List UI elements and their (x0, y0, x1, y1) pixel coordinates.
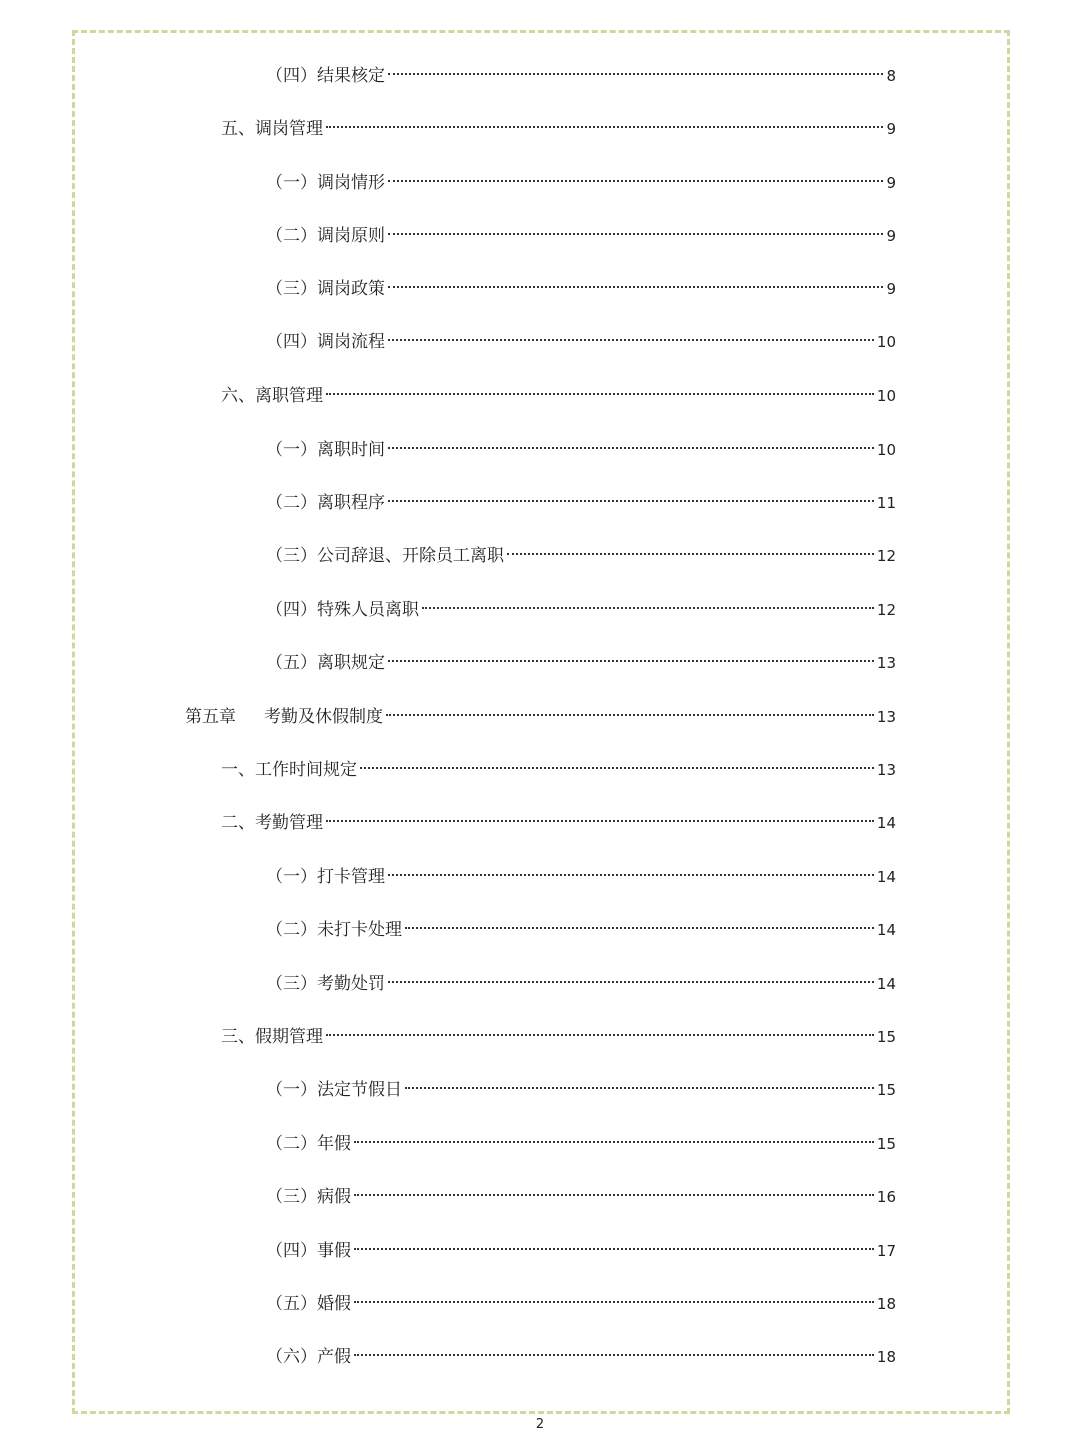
toc-entry[interactable] (221, 383, 896, 409)
dot-leader (326, 393, 874, 395)
toc-entry[interactable] (266, 437, 896, 463)
dot-leader (388, 660, 874, 662)
toc-chapter-name: 考勤及休假制度 (264, 707, 383, 727)
dot-leader (326, 820, 874, 822)
toc-entry-title: （六）产假 (266, 1347, 351, 1367)
toc-entry-title: （二）未打卡处理 (266, 920, 402, 940)
toc-entry-page: 9 (886, 120, 896, 138)
toc-entry-title: （三）公司辞退、开除员工离职 (266, 546, 504, 566)
page-number: 2 (535, 1417, 545, 1432)
toc-entry-page: 14 (876, 814, 896, 832)
toc-entry-page: 14 (876, 921, 896, 939)
toc-entry-title: （四）调岗流程 (266, 332, 385, 352)
dot-leader (388, 286, 883, 288)
toc-entry-page: 13 (876, 708, 896, 726)
toc-entry-title: （一）离职时间 (266, 440, 385, 460)
toc-entry[interactable] (266, 170, 896, 196)
dot-leader (388, 500, 874, 502)
toc-entry-page: 10 (876, 333, 896, 351)
toc-entry-page: 14 (876, 975, 896, 993)
dot-leader (388, 73, 883, 75)
toc-entry-title: 一、工作时间规定 (221, 760, 357, 780)
toc-entry-title: （一）法定节假日 (266, 1080, 402, 1100)
dot-leader (354, 1141, 874, 1143)
dot-leader (422, 607, 874, 609)
toc-entry[interactable] (266, 276, 896, 302)
dot-leader (388, 447, 874, 449)
toc-entry[interactable] (266, 1344, 896, 1370)
dot-leader (360, 767, 874, 769)
dot-leader (354, 1248, 874, 1250)
toc-entry[interactable] (221, 1024, 896, 1050)
toc-entry-title: （五）婚假 (266, 1294, 351, 1314)
toc-entry[interactable] (266, 1184, 896, 1210)
toc-entry[interactable] (266, 864, 896, 890)
toc-entry-title: （三）考勤处罚 (266, 974, 385, 994)
toc-entry-title: （四）结果核定 (266, 66, 385, 86)
dot-leader (354, 1194, 874, 1196)
toc-entry-page: 16 (876, 1188, 896, 1206)
dot-leader (388, 233, 883, 235)
dot-leader (388, 180, 883, 182)
toc-entry-page: 10 (876, 441, 896, 459)
toc-entry-page: 9 (886, 227, 896, 245)
toc-entry[interactable] (221, 116, 896, 142)
toc-entry[interactable] (266, 917, 896, 943)
toc-entry[interactable] (266, 543, 896, 569)
toc-entry[interactable] (266, 597, 896, 623)
dot-leader (388, 339, 874, 341)
toc-entry[interactable] (266, 1291, 896, 1317)
toc-entry-title: 三、假期管理 (221, 1027, 323, 1047)
dot-leader (354, 1354, 874, 1356)
dot-leader (386, 714, 874, 716)
toc-entry[interactable] (266, 1238, 896, 1264)
dot-leader (507, 553, 874, 555)
toc-entry-page: 8 (886, 67, 896, 85)
toc-entry-title: （三）病假 (266, 1187, 351, 1207)
toc-entry[interactable] (266, 1077, 896, 1103)
toc-entry-page: 15 (876, 1028, 896, 1046)
toc-entry-page: 18 (876, 1295, 896, 1313)
toc-entry-page: 10 (876, 387, 896, 405)
toc-entry-title: 五、调岗管理 (221, 119, 323, 139)
toc-entry-page: 13 (876, 654, 896, 672)
toc-entry[interactable] (266, 63, 896, 89)
toc-entry[interactable] (266, 971, 896, 997)
toc-entry-title: （四）特殊人员离职 (266, 600, 419, 620)
toc-chapter-number: 第五章 (185, 707, 236, 727)
toc-entry[interactable] (266, 490, 896, 516)
dot-leader (388, 981, 874, 983)
toc-entry-title: （二）离职程序 (266, 493, 385, 513)
toc-entry[interactable] (221, 810, 896, 836)
dot-leader (326, 1034, 874, 1036)
toc-entry-page: 13 (876, 761, 896, 779)
dot-leader (405, 1087, 874, 1089)
toc-entry[interactable] (266, 1131, 896, 1157)
toc-entry-page: 12 (876, 547, 896, 565)
toc-entry-page: 14 (876, 868, 896, 886)
toc-entry-title: （三）调岗政策 (266, 279, 385, 299)
toc-chapter-entry[interactable] (185, 704, 896, 730)
toc-entry-title: （一）调岗情形 (266, 173, 385, 193)
dot-leader (405, 927, 874, 929)
dot-leader (326, 126, 883, 128)
toc-entry[interactable] (266, 650, 896, 676)
toc-entry-title: （二）年假 (266, 1134, 351, 1154)
dot-leader (388, 874, 874, 876)
toc-entry-title: 六、离职管理 (221, 386, 323, 406)
toc-entry-title: （四）事假 (266, 1241, 351, 1261)
toc-entry-page: 17 (876, 1242, 896, 1260)
toc-entry-title: （五）离职规定 (266, 653, 385, 673)
toc-entry[interactable] (266, 329, 896, 355)
toc-entry-page: 18 (876, 1348, 896, 1366)
toc-entry-page: 11 (876, 494, 896, 512)
toc-entry-page: 9 (886, 280, 896, 298)
toc-entry[interactable] (266, 223, 896, 249)
toc-chapter-title (185, 704, 383, 730)
toc-entry-page: 15 (876, 1135, 896, 1153)
toc-entry-title: 二、考勤管理 (221, 813, 323, 833)
toc-entry-page: 12 (876, 601, 896, 619)
dot-leader (354, 1301, 874, 1303)
toc-entry[interactable] (221, 757, 896, 783)
toc-entry-title: （一）打卡管理 (266, 867, 385, 887)
toc-entry-page: 9 (886, 174, 896, 192)
toc-entry-page: 15 (876, 1081, 896, 1099)
toc-entry-title: （二）调岗原则 (266, 226, 385, 246)
